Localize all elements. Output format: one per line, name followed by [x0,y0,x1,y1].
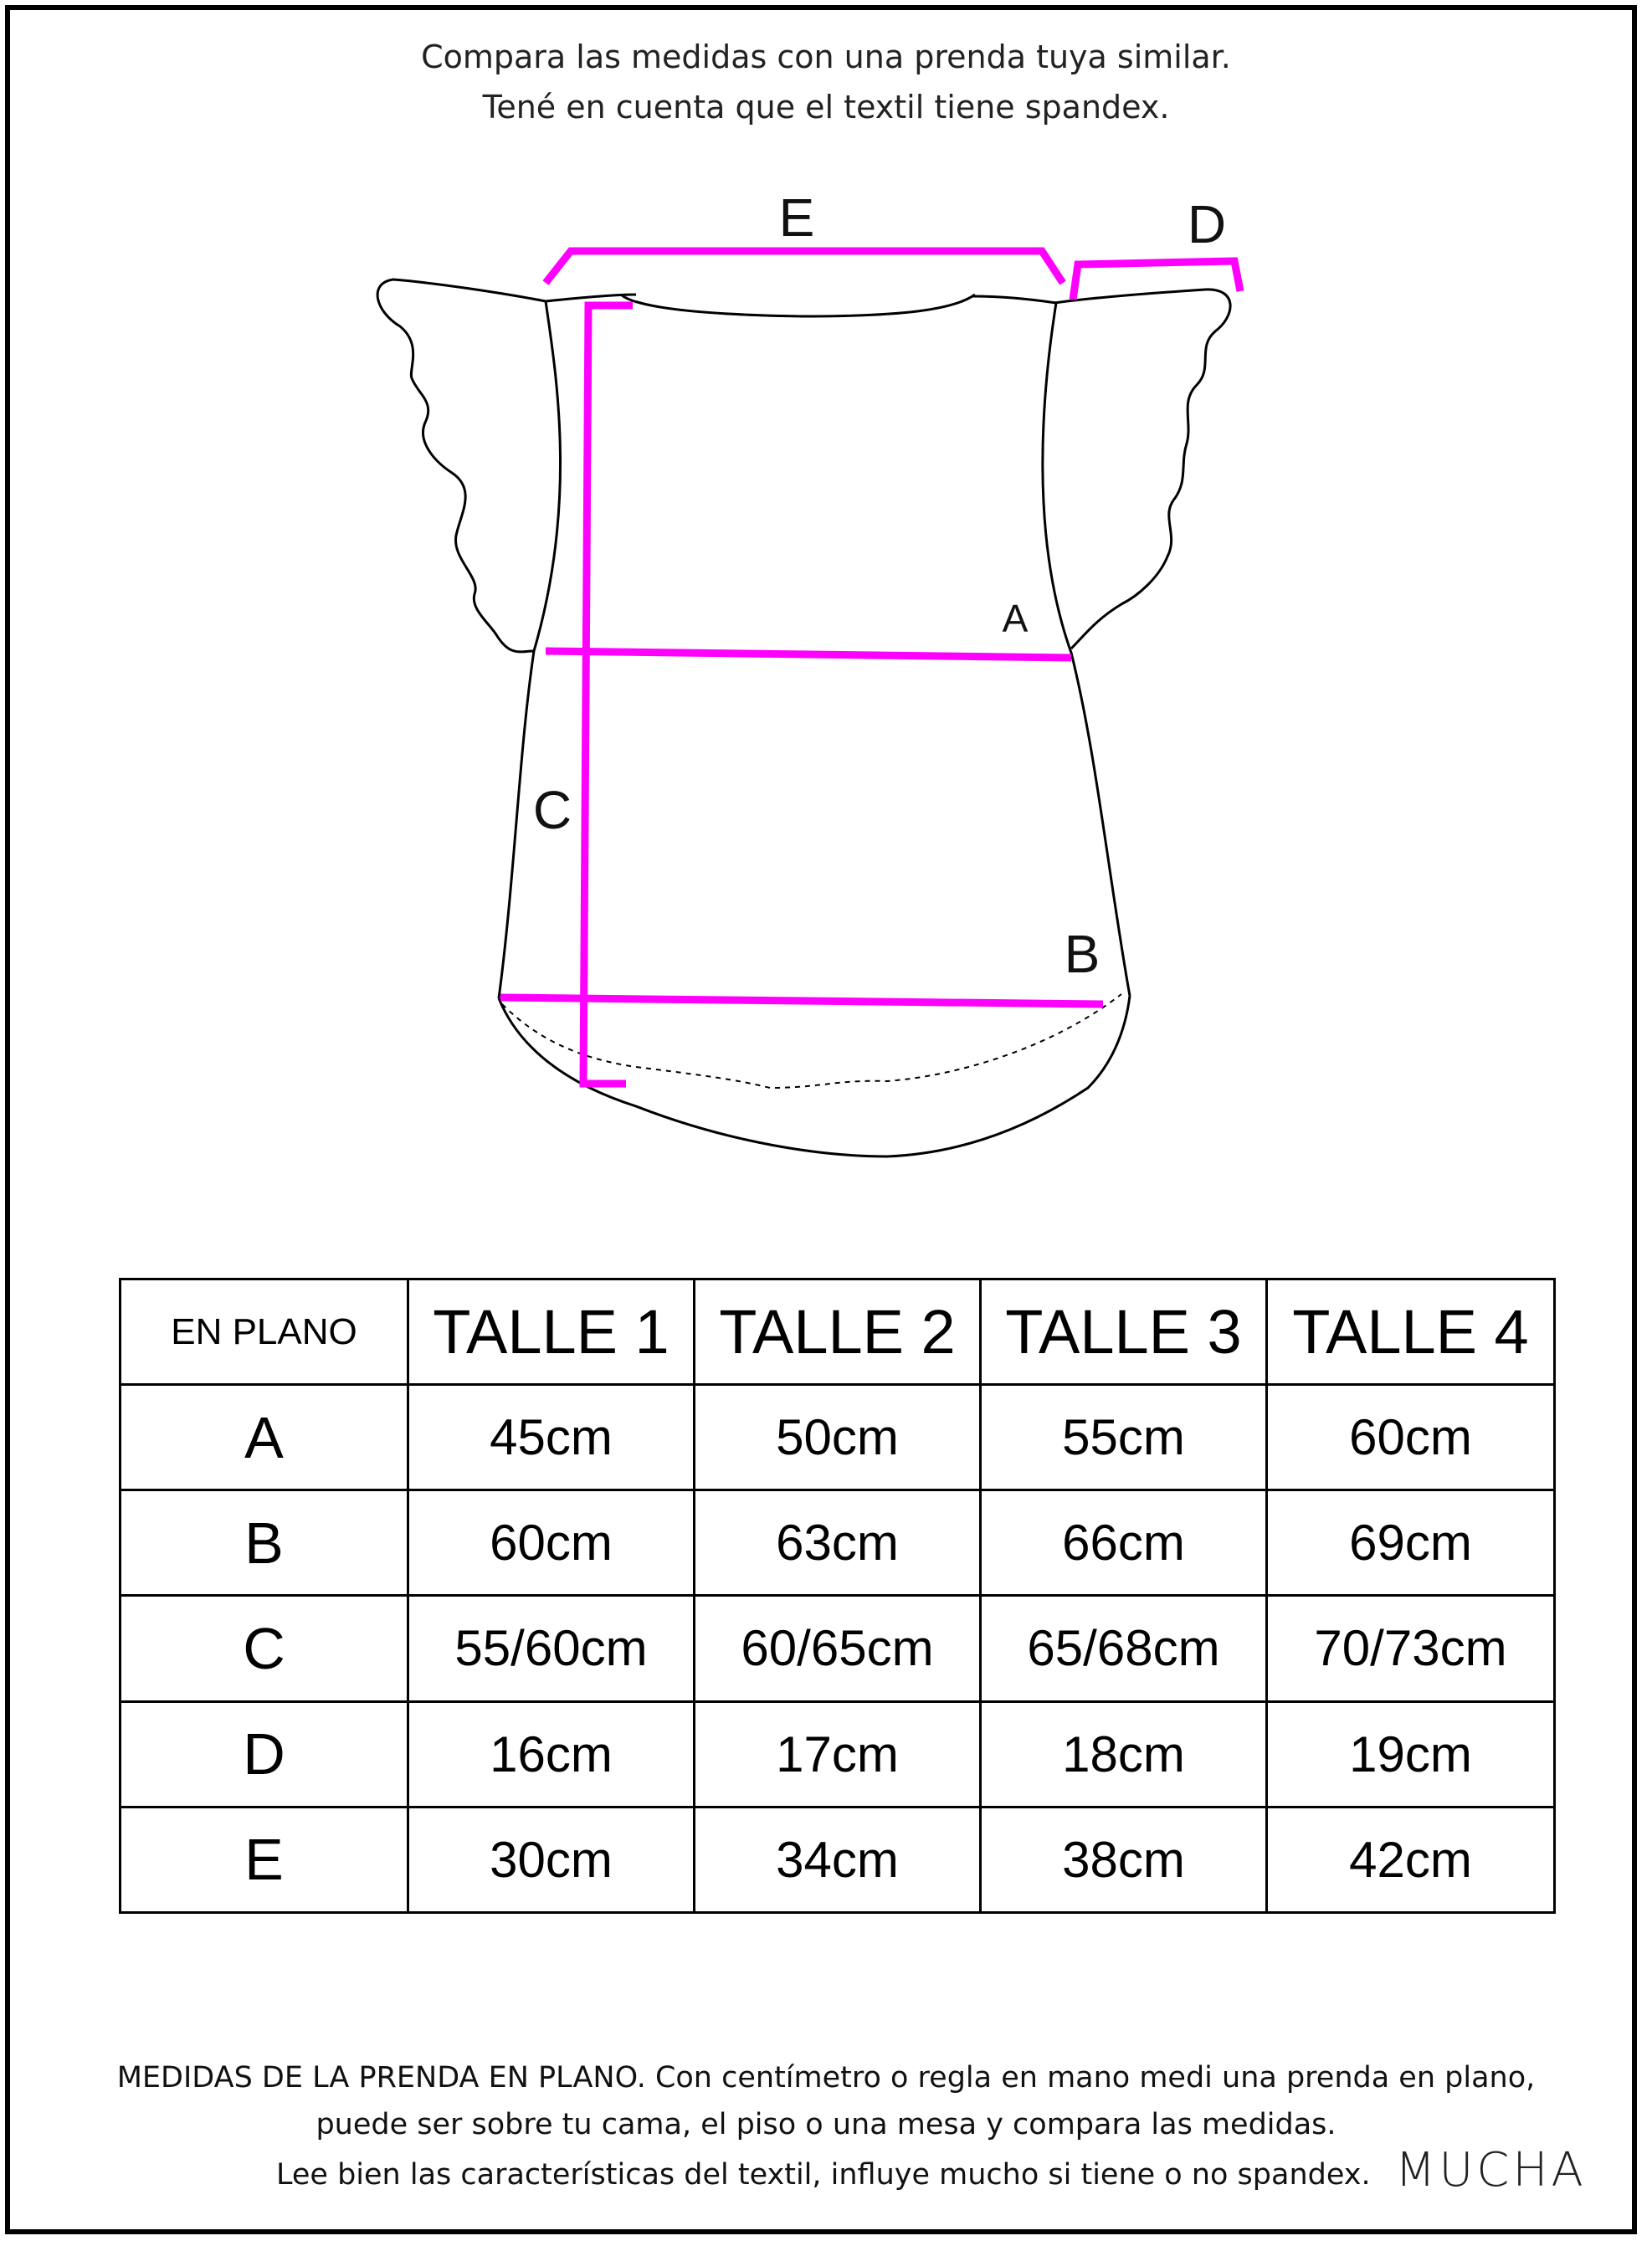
brand-logo: MUCHA [1395,2143,1587,2197]
cell-e-talle-3: 38cm [981,1807,1267,1912]
cell-b-talle-1: 60cm [408,1490,695,1596]
row-key-a: A [121,1385,408,1490]
cell-e-talle-4: 42cm [1267,1807,1555,1912]
cell-b-talle-2: 63cm [695,1490,981,1596]
cell-d-talle-2: 17cm [695,1701,981,1807]
cell-a-talle-4: 60cm [1267,1385,1555,1490]
table-header-row [121,1279,1555,1385]
label-b: B [1064,924,1100,984]
table-row [121,1490,1555,1596]
label-d: D [1187,194,1227,254]
row-key-b: B [121,1490,408,1596]
label-a: A [1002,597,1029,640]
table-row [121,1701,1555,1807]
size-table [119,1278,1556,1914]
measure-e-line [546,251,1063,283]
neckline-outer [621,295,975,316]
label-c: C [532,780,572,840]
cell-b-talle-3: 66cm [981,1490,1267,1596]
measure-b-line [500,997,1103,1004]
cell-d-talle-1: 16cm [408,1701,695,1807]
hem-outline [499,996,1130,1156]
measure-c-line [583,305,633,1084]
right-body-side [1043,303,1130,996]
table-header-talle-1: TALLE 1 [408,1279,695,1385]
cell-d-talle-4: 19cm [1267,1701,1555,1807]
garment-outline [377,279,1230,1156]
row-key-e: E [121,1807,408,1912]
left-sleeve-outline [377,279,546,652]
table-header-talle-3: TALLE 3 [981,1279,1267,1385]
row-key-d: D [121,1701,408,1807]
table-header-talle-2: TALLE 2 [695,1279,981,1385]
cell-e-talle-1: 30cm [408,1807,695,1912]
intro-line-1: Compara las medidas con una prenda tuya similar. [421,38,1231,75]
measurement-guides [500,251,1240,1084]
cell-a-talle-2: 50cm [695,1385,981,1490]
right-sleeve-outline [1054,290,1230,649]
cell-a-talle-1: 45cm [408,1385,695,1490]
footer-textile-note: Lee bien las características del textil, influye mucho si tiene o no spandex. [276,2158,1371,2192]
intro-line-2: Tené en cuenta que el textil tiene spandex. [482,89,1170,126]
neckline-inner [636,301,802,316]
label-e: E [778,187,815,248]
cell-c-talle-3: 65/68cm [981,1596,1267,1701]
measure-a-line [546,651,1071,658]
cell-c-talle-1: 55/60cm [408,1596,695,1701]
footer-instructions-line-2: puede ser sobre tu cama, el piso o una mesa y compara las medidas. [316,2108,1336,2141]
table-header-talle-4: TALLE 4 [1267,1279,1555,1385]
hem-stitch [502,994,1121,1088]
footer-instructions-line-1: MEDIDAS DE LA PRENDA EN PLANO. Con centímetro o regla en mano medi una prenda en plano, [116,2061,1536,2095]
row-key-c: C [121,1596,408,1701]
table-corner-label: EN PLANO [121,1279,408,1385]
table-row [121,1807,1555,1912]
cell-d-talle-3: 18cm [981,1701,1267,1807]
cell-a-talle-3: 55cm [981,1385,1267,1490]
cell-c-talle-4: 70/73cm [1267,1596,1555,1701]
table-row [121,1385,1555,1490]
cell-b-talle-4: 69cm [1267,1490,1555,1596]
cell-e-talle-2: 34cm [695,1807,981,1912]
cell-c-talle-2: 60/65cm [695,1596,981,1701]
table-row [121,1596,1555,1701]
